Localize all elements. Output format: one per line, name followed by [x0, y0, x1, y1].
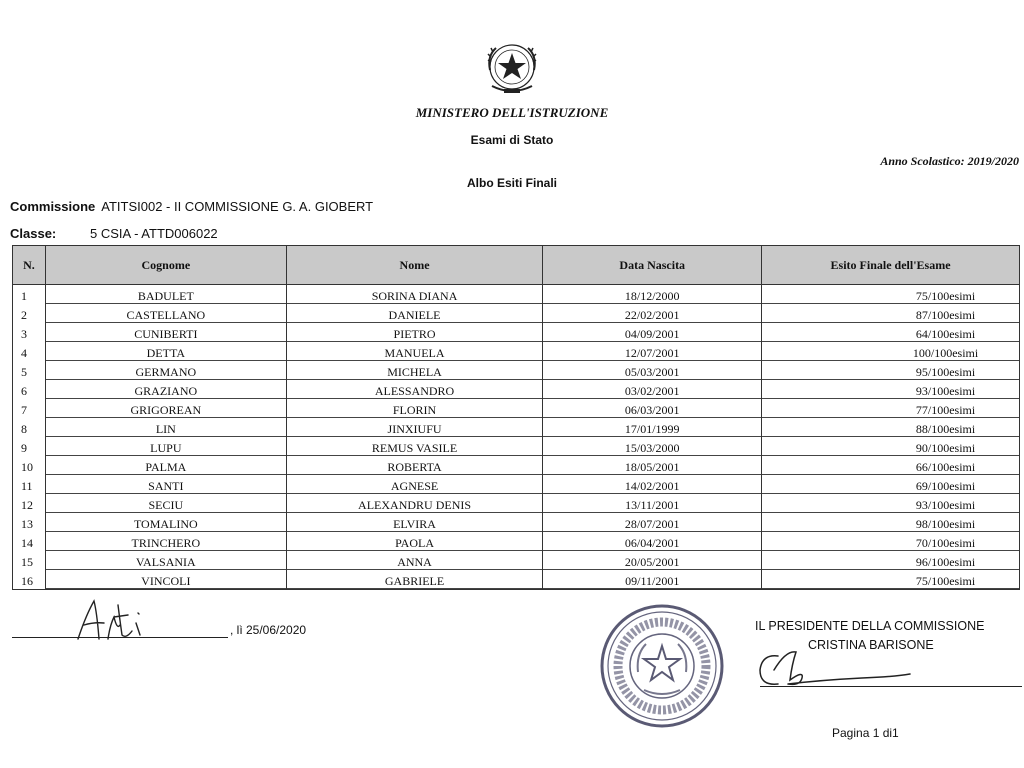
row-number: 10	[13, 456, 46, 475]
surname-cell: CASTELLANO	[45, 304, 286, 323]
classe-row	[10, 226, 218, 241]
row-number: 1	[13, 285, 46, 305]
name-cell: MICHELA	[286, 361, 543, 380]
table-row	[13, 380, 1020, 399]
president-title: IL PRESIDENTE DELLA COMMISSIONE	[755, 619, 985, 633]
birthdate-cell: 03/02/2001	[543, 380, 762, 399]
surname-cell: LIN	[45, 418, 286, 437]
header-surname: Cognome	[45, 246, 286, 285]
row-number: 9	[13, 437, 46, 456]
name-cell: ELVIRA	[286, 513, 543, 532]
president-signature	[752, 640, 912, 700]
surname-cell: VALSANIA	[45, 551, 286, 570]
surname-cell: PALMA	[45, 456, 286, 475]
birthdate-cell: 28/07/2001	[543, 513, 762, 532]
school-year: Anno Scolastico: 2019/2020	[880, 154, 1019, 168]
surname-cell: CUNIBERTI	[45, 323, 286, 342]
table-row	[13, 494, 1020, 513]
commission-row	[10, 199, 373, 214]
name-cell: SORINA DIANA	[286, 285, 543, 305]
result-cell: 96/100esimi	[762, 551, 1020, 570]
name-cell: ROBERTA	[286, 456, 543, 475]
table-row	[13, 304, 1020, 323]
president-name: CRISTINA BARISONE	[808, 638, 934, 652]
table-row	[13, 513, 1020, 532]
page-number: Pagina 1 di1	[832, 726, 899, 740]
italian-republic-emblem-icon	[484, 40, 540, 98]
left-signature-line	[12, 637, 228, 638]
birthdate-cell: 22/02/2001	[543, 304, 762, 323]
name-cell: ALESSANDRO	[286, 380, 543, 399]
birthdate-cell: 06/03/2001	[543, 399, 762, 418]
header-result: Esito Finale dell'Esame	[762, 246, 1020, 285]
row-number: 14	[13, 532, 46, 551]
results-table	[12, 245, 1020, 590]
name-cell: FLORIN	[286, 399, 543, 418]
table-row	[13, 551, 1020, 570]
name-cell: AGNESE	[286, 475, 543, 494]
right-signature-line	[760, 686, 1022, 687]
birthdate-cell: 09/11/2001	[543, 570, 762, 590]
commission-value: ATITSI002 - II COMMISSIONE G. A. GIOBERT	[101, 199, 374, 214]
table-row	[13, 323, 1020, 342]
result-cell: 90/100esimi	[762, 437, 1020, 456]
result-cell: 93/100esimi	[762, 494, 1020, 513]
birthdate-cell: 04/09/2001	[543, 323, 762, 342]
row-number: 3	[13, 323, 46, 342]
classe-value: 5 CSIA - ATTD006022	[90, 226, 218, 241]
row-number: 6	[13, 380, 46, 399]
name-cell: DANIELE	[286, 304, 543, 323]
official-school-stamp-icon	[598, 602, 726, 730]
result-cell: 93/100esimi	[762, 380, 1020, 399]
name-cell: REMUS VASILE	[286, 437, 543, 456]
table-row	[13, 456, 1020, 475]
header-number: N.	[13, 246, 46, 285]
table-row	[13, 361, 1020, 380]
table-row	[13, 570, 1020, 590]
result-cell: 87/100esimi	[762, 304, 1020, 323]
row-number: 13	[13, 513, 46, 532]
result-cell: 69/100esimi	[762, 475, 1020, 494]
birthdate-cell: 15/03/2000	[543, 437, 762, 456]
name-cell: GABRIELE	[286, 570, 543, 590]
place-date: , lì 25/06/2020	[230, 623, 307, 637]
row-number: 16	[13, 570, 46, 590]
birthdate-cell: 05/03/2001	[543, 361, 762, 380]
surname-cell: LUPU	[45, 437, 286, 456]
birthdate-cell: 13/11/2001	[543, 494, 762, 513]
row-number: 7	[13, 399, 46, 418]
table-row	[13, 532, 1020, 551]
result-cell: 100/100esimi	[762, 342, 1020, 361]
result-cell: 75/100esimi	[762, 570, 1020, 590]
row-number: 4	[13, 342, 46, 361]
birthdate-cell: 12/07/2001	[543, 342, 762, 361]
birthdate-cell: 06/04/2001	[543, 532, 762, 551]
table-row	[13, 399, 1020, 418]
result-cell: 98/100esimi	[762, 513, 1020, 532]
name-cell: PAOLA	[286, 532, 543, 551]
birthdate-cell: 18/12/2000	[543, 285, 762, 305]
result-cell: 75/100esimi	[762, 285, 1020, 305]
row-number: 15	[13, 551, 46, 570]
table-header-row	[13, 246, 1020, 285]
header-birthdate: Data Nascita	[543, 246, 762, 285]
result-cell: 88/100esimi	[762, 418, 1020, 437]
table-row	[13, 342, 1020, 361]
surname-cell: GRIGOREAN	[45, 399, 286, 418]
surname-cell: GERMANO	[45, 361, 286, 380]
name-cell: JINXIUFU	[286, 418, 543, 437]
commission-label: Commissione	[10, 199, 96, 214]
albo-title: Albo Esiti Finali	[466, 176, 557, 190]
table-row	[13, 437, 1020, 456]
table-body	[13, 285, 1020, 590]
surname-cell: BADULET	[45, 285, 286, 305]
name-cell: MANUELA	[286, 342, 543, 361]
result-cell: 95/100esimi	[762, 361, 1020, 380]
table-row	[13, 475, 1020, 494]
result-cell: 64/100esimi	[762, 323, 1020, 342]
ministry-title: MINISTERO DELL'ISTRUZIONE	[415, 105, 609, 120]
result-cell: 70/100esimi	[762, 532, 1020, 551]
surname-cell: SECIU	[45, 494, 286, 513]
name-cell: ALEXANDRU DENIS	[286, 494, 543, 513]
surname-cell: TOMALINO	[45, 513, 286, 532]
surname-cell: TRINCHERO	[45, 532, 286, 551]
birthdate-cell: 20/05/2001	[543, 551, 762, 570]
table-row	[13, 418, 1020, 437]
classe-label: Classe:	[10, 226, 57, 241]
row-number: 5	[13, 361, 46, 380]
surname-cell: SANTI	[45, 475, 286, 494]
name-cell: PIETRO	[286, 323, 543, 342]
row-number: 11	[13, 475, 46, 494]
surname-cell: GRAZIANO	[45, 380, 286, 399]
header-name: Nome	[286, 246, 543, 285]
birthdate-cell: 14/02/2001	[543, 475, 762, 494]
surname-cell: DETTA	[45, 342, 286, 361]
result-cell: 66/100esimi	[762, 456, 1020, 475]
row-number: 2	[13, 304, 46, 323]
result-cell: 77/100esimi	[762, 399, 1020, 418]
birthdate-cell: 18/05/2001	[543, 456, 762, 475]
birthdate-cell: 17/01/1999	[543, 418, 762, 437]
exam-title: Esami di Stato	[470, 133, 554, 147]
name-cell: ANNA	[286, 551, 543, 570]
row-number: 8	[13, 418, 46, 437]
table-row	[13, 285, 1020, 305]
row-number: 12	[13, 494, 46, 513]
surname-cell: VINCOLI	[45, 570, 286, 590]
